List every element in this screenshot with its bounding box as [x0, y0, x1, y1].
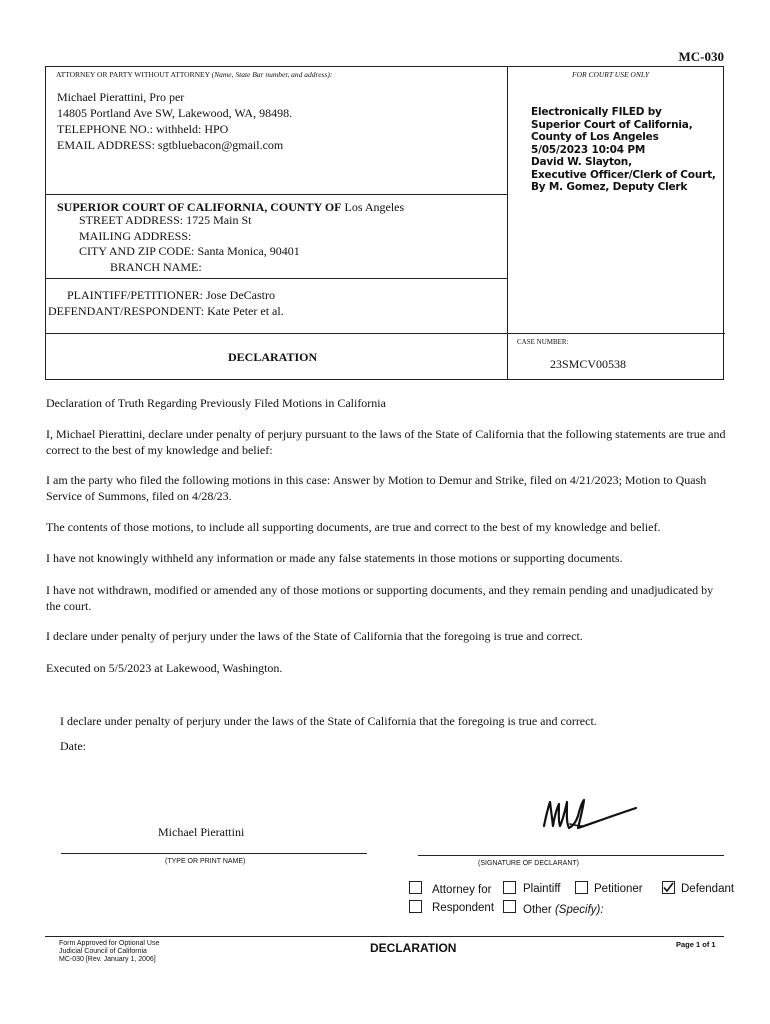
declaration-heading: Declaration of Truth Regarding Previously Filed Motions in California — [46, 396, 386, 410]
perjury-statement: I declare under penalty of perjury under the laws of the State of California that the foregoing is true and correct. — [60, 714, 597, 728]
filing-stamp-line: Executive Officer/Clerk of Court, — [531, 168, 716, 181]
caption-divider-parties — [46, 278, 507, 279]
caption-bottom-rule — [45, 379, 724, 380]
defendant-label: Defendant — [681, 883, 735, 895]
attorney-caption — [56, 70, 332, 79]
declaration-paragraph: I have not withdrawn, modified or amended any of those motions or supporting documents, and they remain pending and unadjudicated by the court. — [46, 583, 714, 613]
declaration-paragraph: I have not knowingly withheld any information or made any false statements in those motions or supporting documents. — [46, 551, 623, 565]
filing-stamp-line: 5/05/2023 10:04 PM — [531, 143, 646, 156]
form-number: MC-030 — [678, 49, 724, 64]
attorney-email: EMAIL ADDRESS: sgtbluebacon@gmail.com — [57, 138, 284, 152]
respondent-label: Respondent — [432, 902, 495, 914]
date-label: Date: — [60, 739, 86, 753]
attorney-address: 14805 Portland Ave SW, Lakewood, WA, 98498. — [57, 106, 293, 120]
page-number: Page 1 of 1 — [676, 940, 716, 949]
court-street-address: STREET ADDRESS: 1725 Main St — [79, 213, 252, 227]
document-title: DECLARATION — [228, 350, 318, 364]
plaintiff-checkbox[interactable] — [503, 881, 516, 894]
attorney-caption-text: ATTORNEY OR PARTY WITHOUT ATTORNEY — [56, 70, 210, 79]
other-label — [523, 904, 604, 917]
filing-stamp-line: David W. Slayton, — [531, 156, 632, 168]
other-specify-text: (Specify): — [554, 904, 604, 916]
other-label-text: Other — [523, 904, 552, 916]
signature-underline — [418, 855, 724, 856]
filing-stamp-line: By M. Gomez, Deputy Clerk — [531, 181, 688, 193]
executed-statement: Executed on 5/5/2023 at Lakewood, Washington. — [46, 661, 283, 675]
signature-caption: (SIGNATURE OF DECLARANT) — [478, 860, 579, 867]
court-city-zip: CITY AND ZIP CODE: Santa Monica, 90401 — [79, 244, 300, 258]
filing-stamp-line: Superior Court of California, — [531, 118, 693, 131]
caption-divider-court — [46, 194, 507, 195]
court-county: Los Angeles — [344, 200, 405, 214]
case-number: 23SMCV00538 — [550, 357, 627, 371]
footer-rule — [45, 936, 724, 937]
typed-name: Michael Pierattini — [158, 825, 245, 839]
footer-revision-line: MC-030 [Rev. January 1, 2006] — [59, 956, 156, 963]
check-mark-icon — [662, 881, 675, 894]
footer-council-line: Judicial Council of California — [59, 948, 147, 955]
handwritten-signature — [540, 796, 640, 836]
attorney-telephone: TELEPHONE NO.: withheld: HPO — [57, 122, 229, 136]
attorney-name: Michael Pierattini, Pro per — [57, 90, 185, 104]
court-mailing-address: MAILING ADDRESS: — [79, 229, 192, 243]
attorney-caption-note: (Name, State Bar number, and address): — [211, 70, 333, 79]
name-underline — [61, 853, 367, 854]
defendant-line: DEFENDANT/RESPONDENT: Kate Peter et al. — [48, 304, 284, 318]
petitioner-checkbox[interactable] — [575, 881, 588, 894]
attorney-for-label: Attorney for — [432, 884, 492, 896]
respondent-checkbox[interactable] — [409, 900, 422, 913]
court-use-caption: FOR COURT USE ONLY — [572, 70, 650, 79]
defendant-checkbox[interactable] — [662, 881, 675, 894]
filing-stamp-line: County of Los Angeles — [531, 131, 659, 143]
case-number-caption: CASE NUMBER: — [517, 338, 569, 346]
petitioner-label: Petitioner — [594, 883, 643, 895]
footer-approval-line: Form Approved for Optional Use — [59, 940, 160, 947]
plaintiff-label: Plaintiff — [523, 883, 561, 895]
court-name-bold: SUPERIOR COURT OF CALIFORNIA, COUNTY OF — [57, 200, 342, 214]
plaintiff-line: PLAINTIFF/PETITIONER: Jose DeCastro — [67, 288, 275, 302]
court-branch-name: BRANCH NAME: — [110, 260, 202, 274]
declaration-paragraph: I, Michael Pierattini, declare under penalty of perjury pursuant to the laws of the State of California that the following statements are true and correct to the best of my knowledge and belief: — [46, 427, 726, 457]
name-caption: (TYPE OR PRINT NAME) — [165, 858, 246, 865]
declaration-paragraph: The contents of those motions, to include all supporting documents, are true and correct to the best of my knowledge and belief. — [46, 520, 661, 534]
footer-title: DECLARATION — [370, 941, 457, 955]
other-checkbox[interactable] — [503, 900, 516, 913]
declaration-paragraph: I declare under penalty of perjury under the laws of the State of California that the foregoing is true and correct. — [46, 629, 583, 643]
attorney-for-checkbox[interactable] — [409, 881, 422, 894]
filing-stamp-line: Electronically FILED by — [531, 106, 662, 118]
declaration-paragraph: I am the party who filed the following motions in this case: Answer by Motion to Demur and Strike, filed on 4/21/2023; Motion to Quash Service of Summons, filed on 4/28/23. — [46, 473, 707, 503]
caption-divider-title — [46, 333, 725, 334]
